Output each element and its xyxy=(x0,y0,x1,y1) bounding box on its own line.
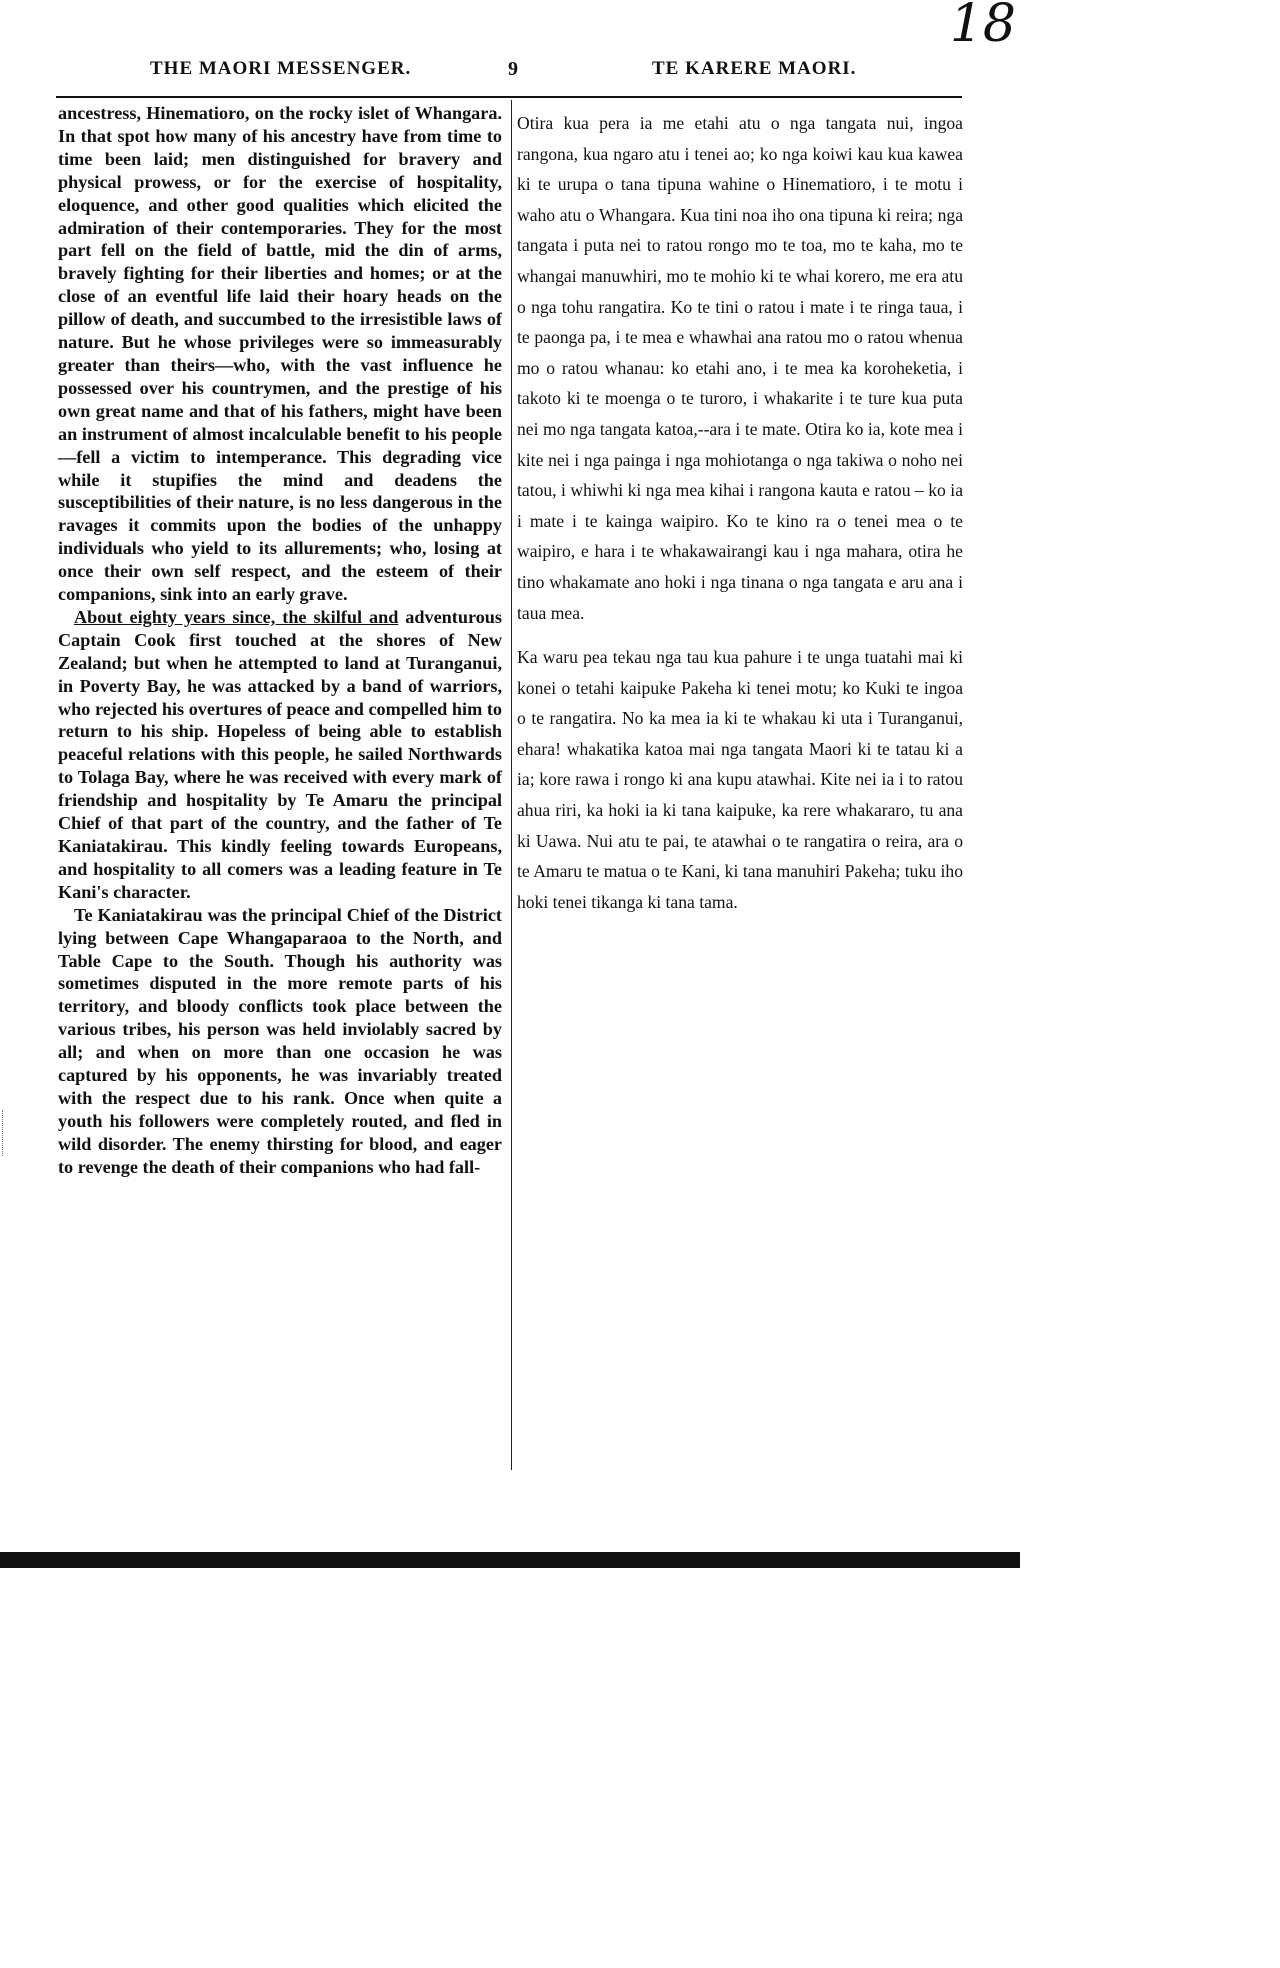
maori-paragraph-1: Otira kua pera ia me etahi atu o nga tangata nui, ingoa rangona, kua ngaro atu i tenei ao; ko nga koiwi kau kua kawea ki te urupa o tana tipuna wahine o Hinematioro, i te motu i waho atu o Whangara. Kua tini noa iho ona tipuna ki reira; nga tangata i puta nei to ratou rongo mo te toa, mo te kaha, mo te whangai manuwhiri, mo te mohio ki te whai korero, me era atu o nga tohu rangatira. Ko te tini o ratou i mate i te ringa taua, i te paonga pa, i te mea e whawhai ana ratou mo o ratou whenua mo o ratou whanau: ko etahi ano, i te mea ka koroheketia, i takoto ki te moenga o te turoro, i whakarite i te ture kua puta nei mo nga tangata katoa,--ara i te mate. Otira ko ia, kote mea i kite nei i nga painga i nga mohiotanga o nga takiwa o noho nei tatou, i whiwhi ki nga mea kihai i rangona kauta e ratou – ko ia i mate i te kainga waipiro. Ko te kino ra o tenei mea o te waipiro, e hara i te whakawairangi kau i nga mahara, otira he tino whakamate ano hoki i nga tinana o nga tangata e aru ana i taua mea. xyxy=(517,113,963,623)
english-column xyxy=(58,102,502,1179)
maori-column xyxy=(517,108,963,917)
header-english-title: THE MAORI MESSENGER. xyxy=(150,58,412,79)
running-header xyxy=(0,58,1020,88)
column-divider xyxy=(511,100,512,1470)
english-paragraph-2 xyxy=(58,606,502,904)
english-paragraph-2-text: adventurous Captain Cook first touched at the shores of New Zealand; but when he attempted to land at Turanganui, in Poverty Bay, he was attacked by a band of warriors, who rejected his overtures of peace and compelled him to return to his ship. Hopeless of being able to establish peaceful relations with this people, he sailed Northwards to Tolaga Bay, where he was received with every mark of friendship and hospitality by Te Amaru the principal Chief of that part of the country, and the father of Te Kaniatakirau. This kindly feeling towards Europeans, and hospitality to all comers was a leading feature in Te Kani's character. xyxy=(58,606,502,902)
maori-paragraph-2: Ka waru pea tekau nga tau kua pahure i te unga tuatahi mai ki konei o tetahi kaipuke Pakeha ki tenei motu; ko Kuki te ingoa o te rangatira. No ka mea ia ki te whakau ki uta i Turanganui, ehara! whakatika katoa mai nga tangata Maori ki te tatau ki a ia; kore rawa i rongo ki ana kupu atawhai. Kite nei ia i to ratou ahua riri, ka hoki ia ki tana kaipuke, ka rere whakararo, tu ana ki Uawa. Nui atu te pai, te atawhai o te rangatira o reira, ara o te Amaru te matua o te Kani, ki tana manuhiri Pakeha; tuku iho hoki tenei tikanga ki tana tama. xyxy=(517,647,963,912)
underlined-phrase: About eighty years since, the skilful and xyxy=(74,606,399,627)
header-rule xyxy=(56,96,962,98)
english-paragraph-1: ancestress, Hinematioro, on the rocky islet of Whangara. In that spot how many of his ancestry have from time to time been laid; men distinguished for bravery and physical prowess, or for the exercise of hospitality, eloquence, and other good qualities which elicited the admiration of their contemporaries. They for the most part fell on the field of battle, mid the din of arms, bravely fighting for their liberties and homes; or at the close of an eventful life laid their hoary heads on the pillow of death, and succumbed to the irresistible laws of nature. But he whose privileges were so immeasurably greater than theirs—who, with the vast influence he possessed over his countrymen, and the prestige of his own great name and that of his fathers, might have been an instrument of almost incalculable benefit to his people—fell a victim to intemperance. This degrading vice while it stupifies the mind and deadens the susceptibilities of their nature, is no less dangerous in the ravages it commits upon the bodies of the unhappy individuals who yield to its allurements; who, losing at once their own self respect, and the esteem of their companions, sink into an early grave. xyxy=(58,103,502,605)
header-maori-title: TE KARERE MAORI. xyxy=(652,58,857,79)
page-number: 9 xyxy=(508,58,519,80)
english-paragraph-3: Te Kaniatakirau was the principal Chief of the District lying between Cape Whangaparaoa to the North, and Table Cape to the South. Though his authority was sometimes disputed in the more remote parts of his territory, and bloody conflicts took place between the various tribes, his person was held inviolably sacred by all; and when on more than one occasion he was captured by his opponents, he was invariably treated with the respect due to his rank. Once when quite a youth his followers were completely routed, and fled in wild disorder. The enemy thirsting for blood, and eager to revenge the death of their companions who had fall- xyxy=(58,904,502,1177)
margin-mark xyxy=(2,1110,11,1156)
bottom-edge-bar xyxy=(0,1552,1020,1568)
page-mark: 18 xyxy=(949,0,1016,54)
